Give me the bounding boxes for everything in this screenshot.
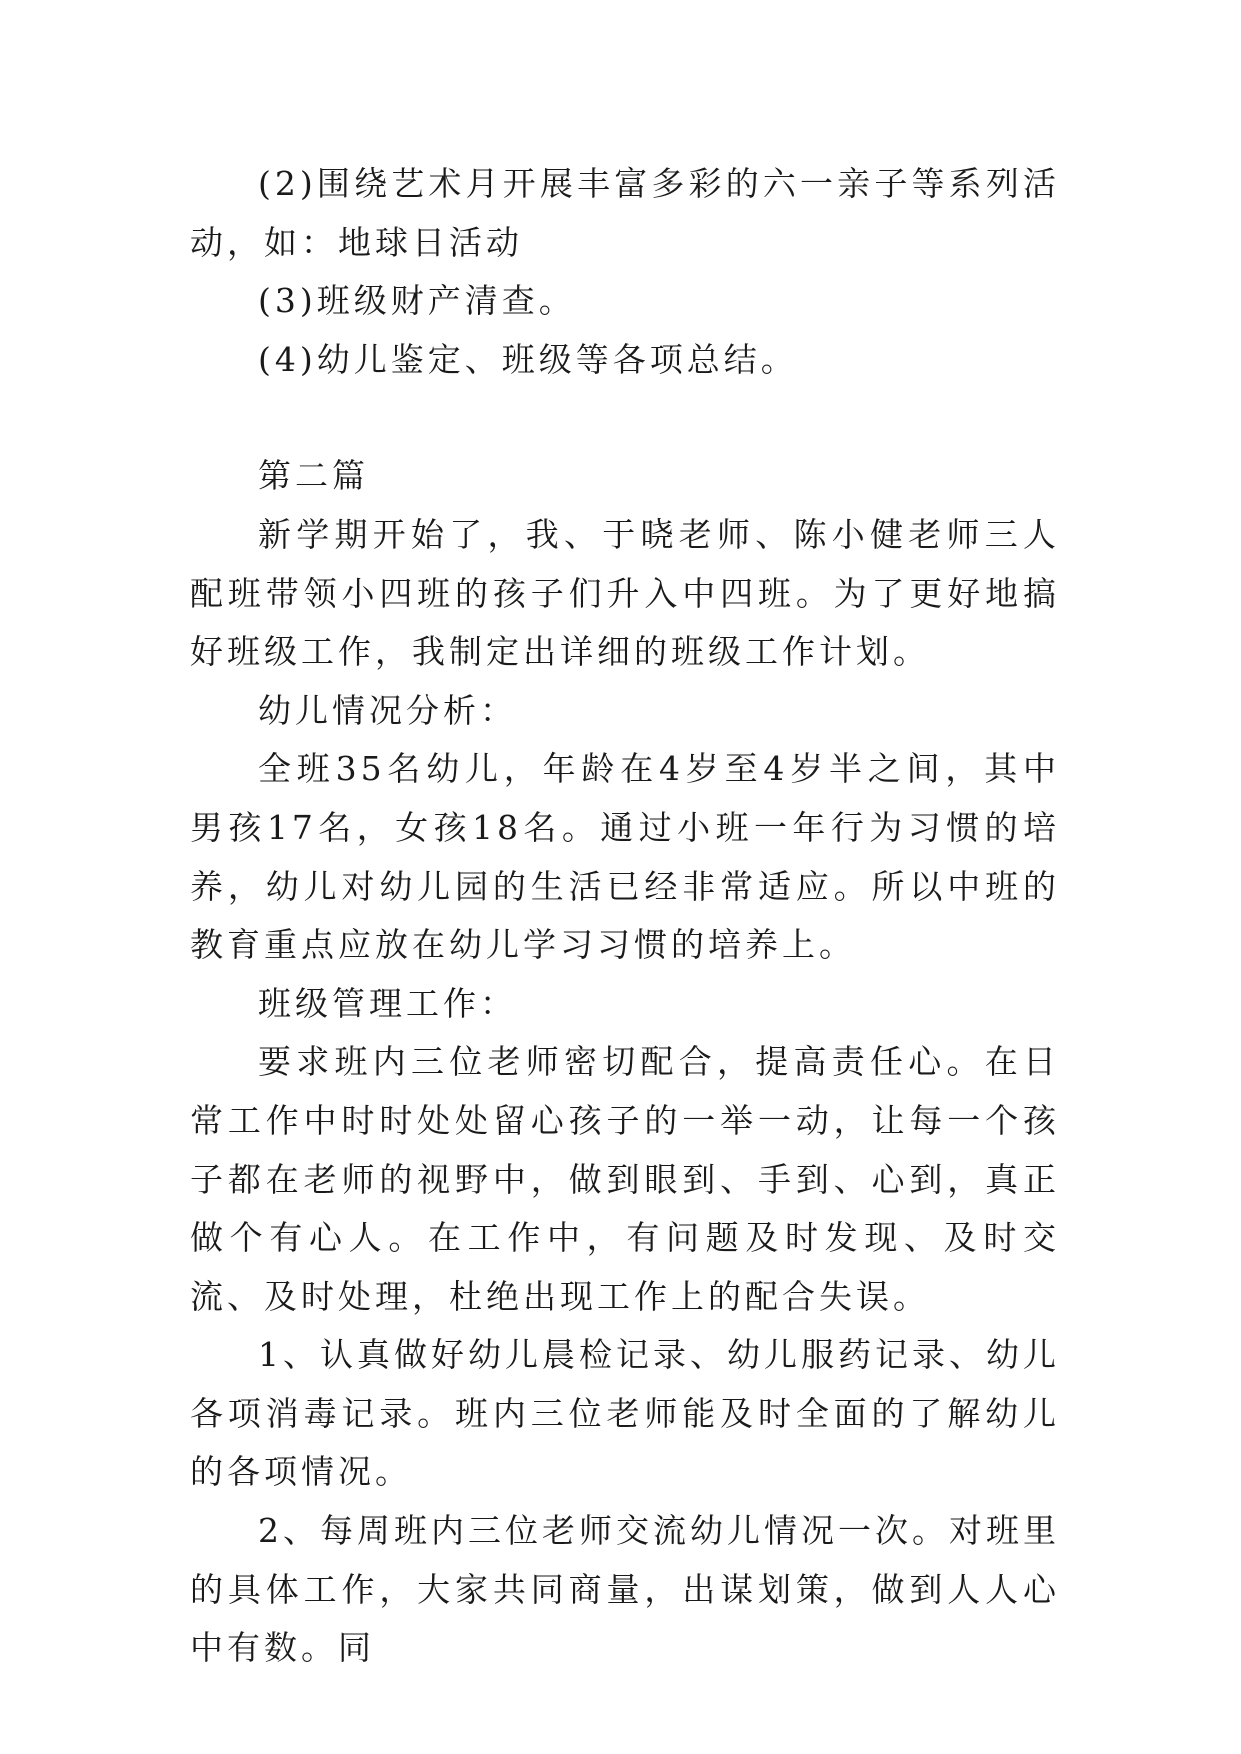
section-gap <box>190 389 1060 447</box>
paragraph-activities: (2)围绕艺术月开展丰富多彩的六一亲子等系列活动，如：地球日活动 <box>190 164 1060 262</box>
paragraph-intro: 新学期开始了，我、于晓老师、陈小健老师三人配班带领小四班的孩子们升入中四班。为了更好地搞好班级工作，我制定出详细的班级工作计划。 <box>190 514 1060 672</box>
paragraph-property-check: (3)班级财产清查。 <box>258 281 576 321</box>
paragraph-item-1: 1、认真做好幼儿晨检记录、幼儿服药记录、幼儿各项消毒记录。班内三位老师能及时全面的了解幼儿的各项情况。 <box>190 1335 1060 1492</box>
paragraph-child-analysis: 全班35名幼儿，年龄在4岁至4岁半之间，其中男孩17名，女孩18名。通过小班一年行为习惯的培养，幼儿对幼儿园的生活已经非常适应。所以中班的教育重点应放在幼儿学习习惯的培养上。 <box>190 749 1060 965</box>
paragraph-class-management: 要求班内三位老师密切配合，提高责任心。在日常工作中时时处处留心孩子的一举一动，让每一个孩子都在老师的视野中，做到眼到、手到、心到，真正做个有心人。在工作中，有问题及时发现、及时交流、及时处理，杜绝出现工作上的配合失误。 <box>190 1042 1060 1316</box>
paragraph-item-2: 2、每周班内三位老师交流幼儿情况一次。对班里的具体工作，大家共同商量，出谋划策，做到人人心中有数。同 <box>190 1511 1060 1668</box>
document-body <box>190 155 1060 1678</box>
section-heading: 第二篇 <box>258 456 369 496</box>
paragraph-summary: (4)幼儿鉴定、班级等各项总结。 <box>258 339 798 379</box>
subheading-child-analysis: 幼儿情况分析： <box>258 690 517 730</box>
subheading-class-management: 班级管理工作： <box>258 983 517 1023</box>
